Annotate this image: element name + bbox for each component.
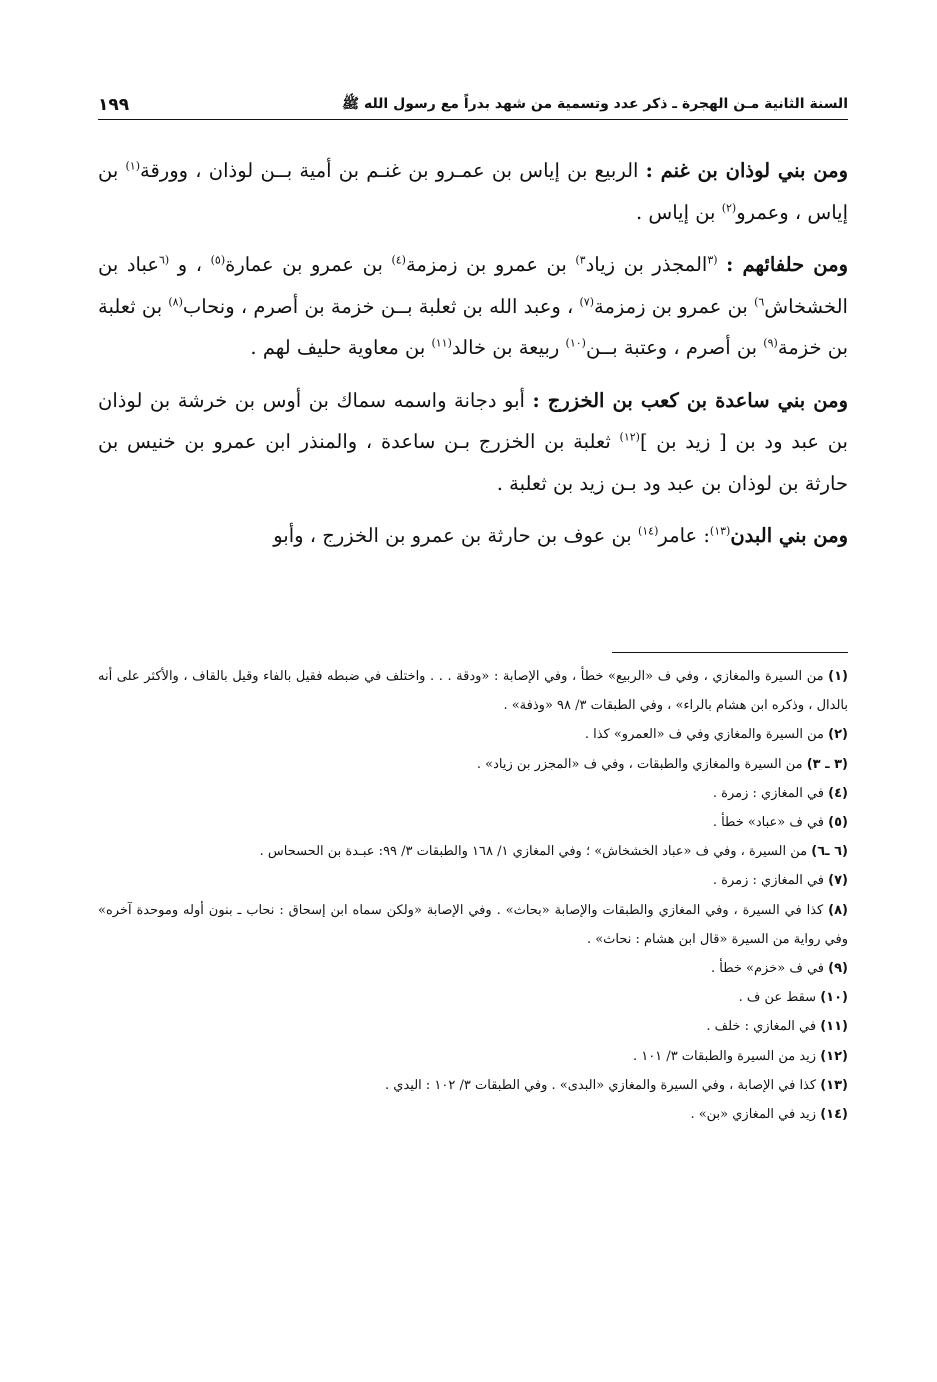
- footnote-12: [98, 1042, 848, 1071]
- footnote-number: (١٢): [820, 1048, 848, 1064]
- footnote-10: [98, 983, 848, 1012]
- footnote-4: [98, 779, 848, 808]
- footnote-ref: (٢): [721, 201, 737, 214]
- text-segment: أبو دجانة واسمه سماك بن أوس بن خرشة بن لوذان بن عبد ود بن [ زيد بن ]: [98, 388, 848, 453]
- text-segment: بن معاوية حليف لهم .: [250, 336, 432, 359]
- footnotes: [98, 662, 848, 1129]
- footnote-text: من السيرة ، وفي ف «عباد الخشخاش» ؛ وفي المغازي ١/ ١٦٨ والطبقات ٣/ ٩٩: عبـدة بن الحسحاس .: [259, 844, 808, 860]
- footnote-14: [98, 1100, 848, 1129]
- footnote-1: [98, 662, 848, 720]
- paragraph-lead: ومن بني لوذان بن غنم :: [645, 159, 848, 182]
- text-segment: بن أصرم ، وعتبة بــن: [585, 336, 764, 359]
- footnote-number: (٦ ـ٦): [811, 844, 848, 860]
- paragraph-bani-badan: [98, 515, 848, 557]
- text-segment: بن ثعلبة بن خزمة: [98, 294, 848, 359]
- footnote-ref: (٥): [210, 253, 226, 267]
- footnote-number: (٩): [828, 961, 848, 977]
- footnote-text: من السيرة والمغازي ، وفي ف «الربيع» خطأ ، وفي الإصابة : «ودقة . . . واختلف في ضبطه فقيل بالفاء وقيل بالقاف ، والأكثر على أنه بالدال ، وذكره ابن هشام بالراء» ، وفي الطبقات ٣/ ٩٨ «وذفة» .: [98, 669, 848, 714]
- paragraph-lead: ومن حلفائهم :: [726, 253, 849, 276]
- text-segment: بن إياس .: [636, 200, 722, 224]
- footnote-2: [98, 720, 848, 749]
- footnote-5: [98, 808, 848, 837]
- footnote-number: (١٠): [820, 990, 848, 1006]
- footnote-number: (٧): [828, 873, 848, 889]
- footnote-text: في ف «خزم» خطأ .: [711, 961, 825, 977]
- footnote-8: [98, 896, 848, 954]
- footnote-ref: (١٢): [619, 430, 640, 444]
- paragraph-bani-lawdhan: [98, 150, 848, 233]
- footnote-text: من السيرة والمغازي والطبقات ، وفي ف «المجزر بن زياد» .: [476, 756, 803, 772]
- footnote-text: زيد في المغازي «بن» .: [690, 1107, 817, 1123]
- footnote-ref: (١): [125, 159, 141, 173]
- paragraph-bani-saida: [98, 380, 848, 505]
- text-segment: المجذر بن زياد: [585, 253, 708, 276]
- footnote-6: [98, 837, 848, 866]
- footnote-number: (١): [828, 669, 848, 684]
- footnote-text: في المغازي : زمرة .: [712, 785, 825, 801]
- text-segment: بن عوف بن حارثة بن عمرو بن الخزرج ، وأبو: [273, 524, 638, 547]
- page-header: [98, 88, 848, 120]
- text-segment: عباد بن الخشخاش: [98, 253, 848, 318]
- text-segment: ربيعة بن خالد: [451, 336, 566, 359]
- footnote-text: كذا في الإصابة ، وفي السيرة والمغازي «البدى» . وفي الطبقات ٣/ ١٠٢ : اليدي .: [385, 1077, 817, 1093]
- text-segment: : عامر: [658, 524, 710, 547]
- footnote-text: في المغازي : خلف .: [706, 1019, 817, 1035]
- footnote-text: في ف «عباد» خطأ .: [712, 815, 825, 831]
- footnote-ref: (١٤): [637, 524, 659, 538]
- footnote-number: (٣ ـ ٣): [806, 756, 848, 772]
- text-segment: ، و: [169, 253, 211, 276]
- footnote-11: [98, 1012, 848, 1041]
- footnote-number: (٢): [828, 727, 848, 743]
- footnote-9: [98, 954, 848, 983]
- text-segment: الربيع بن إياس بن عمـرو بن غنـم بن أمية بــن لوذان ، وورقة: [140, 159, 646, 182]
- text-segment: ثعلبة بن الخزرج بـن ساعدة ، والمنذر ابن عمرو بن خنيس بن حارثة بن لوذان بن عبد ود بـن زيد بن ثعلبة .: [98, 430, 848, 495]
- footnote-number: (١١): [820, 1019, 848, 1035]
- footnote-number: (٨): [828, 902, 848, 918]
- text-segment: بن عمرو بن زمزمة: [405, 253, 576, 276]
- footnote-ref: (١١): [431, 336, 452, 350]
- footnote-ref: ٣): [575, 253, 586, 267]
- footnote-text: من السيرة والمغازي وفي ف «العمرو» كذا .: [584, 727, 825, 743]
- footnote-ref: (٧): [579, 295, 595, 308]
- footnote-text: كذا في السيرة ، وفي المغازي والطبقات والإصابة «بحاث» . وفي الإصابة «ولكن سماه ابن إسحاق : نحاب ـ بنون أوله وموحدة آخره» وفي رواية من السيرة «قال ابن هشام : نحاث» .: [98, 902, 848, 947]
- text-segment: بن إياس ، وعمرو: [98, 159, 848, 224]
- text-segment: ، وعبد الله بن ثعلبة بــن خزمة بن أصرم ، ونحاب: [182, 294, 580, 318]
- footnote-13: [98, 1071, 848, 1100]
- paragraph-lead: ومن بني ساعدة بن كعب بن الخزرج :: [532, 388, 848, 412]
- page-number: ١٩٩: [98, 95, 130, 115]
- footnote-ref: (٨): [168, 295, 183, 308]
- footnote-number: (١٣): [820, 1077, 848, 1093]
- footnote-text: زيد من السيرة والطبقات ٣/ ١٠١ .: [632, 1048, 817, 1064]
- text-segment: بن عمرو بن عمارة: [225, 253, 392, 276]
- footnote-ref: (١٣): [709, 524, 731, 538]
- footnote-7: [98, 866, 848, 895]
- footnote-ref: ٦): [754, 295, 765, 308]
- footnote-ref: (٤): [391, 253, 406, 267]
- text-segment: بن عمرو بن زمزمة: [594, 294, 755, 318]
- paragraph-lead: ومن بني البدن: [730, 524, 848, 547]
- main-text: [98, 150, 848, 568]
- footnote-ref: (٣: [707, 253, 718, 267]
- footnote-ref: (١٠): [565, 336, 586, 350]
- footnote-number: (١٤): [820, 1107, 848, 1123]
- footnote-number: (٥): [828, 815, 848, 831]
- footnote-3: [98, 750, 848, 779]
- footnote-number: (٤): [828, 785, 848, 801]
- footnote-text: سقط عن ف .: [738, 990, 817, 1006]
- footnote-divider: [612, 652, 848, 653]
- text-segment: [718, 253, 727, 276]
- footnote-ref: (٦: [158, 253, 170, 267]
- footnote-ref: (٩): [763, 336, 778, 350]
- running-title: السنة الثانية مـن الهجرة ـ ذكر عدد وتسمية من شهد بدراً مع رسول الله ﷺ: [342, 96, 848, 112]
- paragraph-allies: [98, 244, 848, 369]
- footnote-text: في المغازي : زمرة .: [712, 873, 825, 889]
